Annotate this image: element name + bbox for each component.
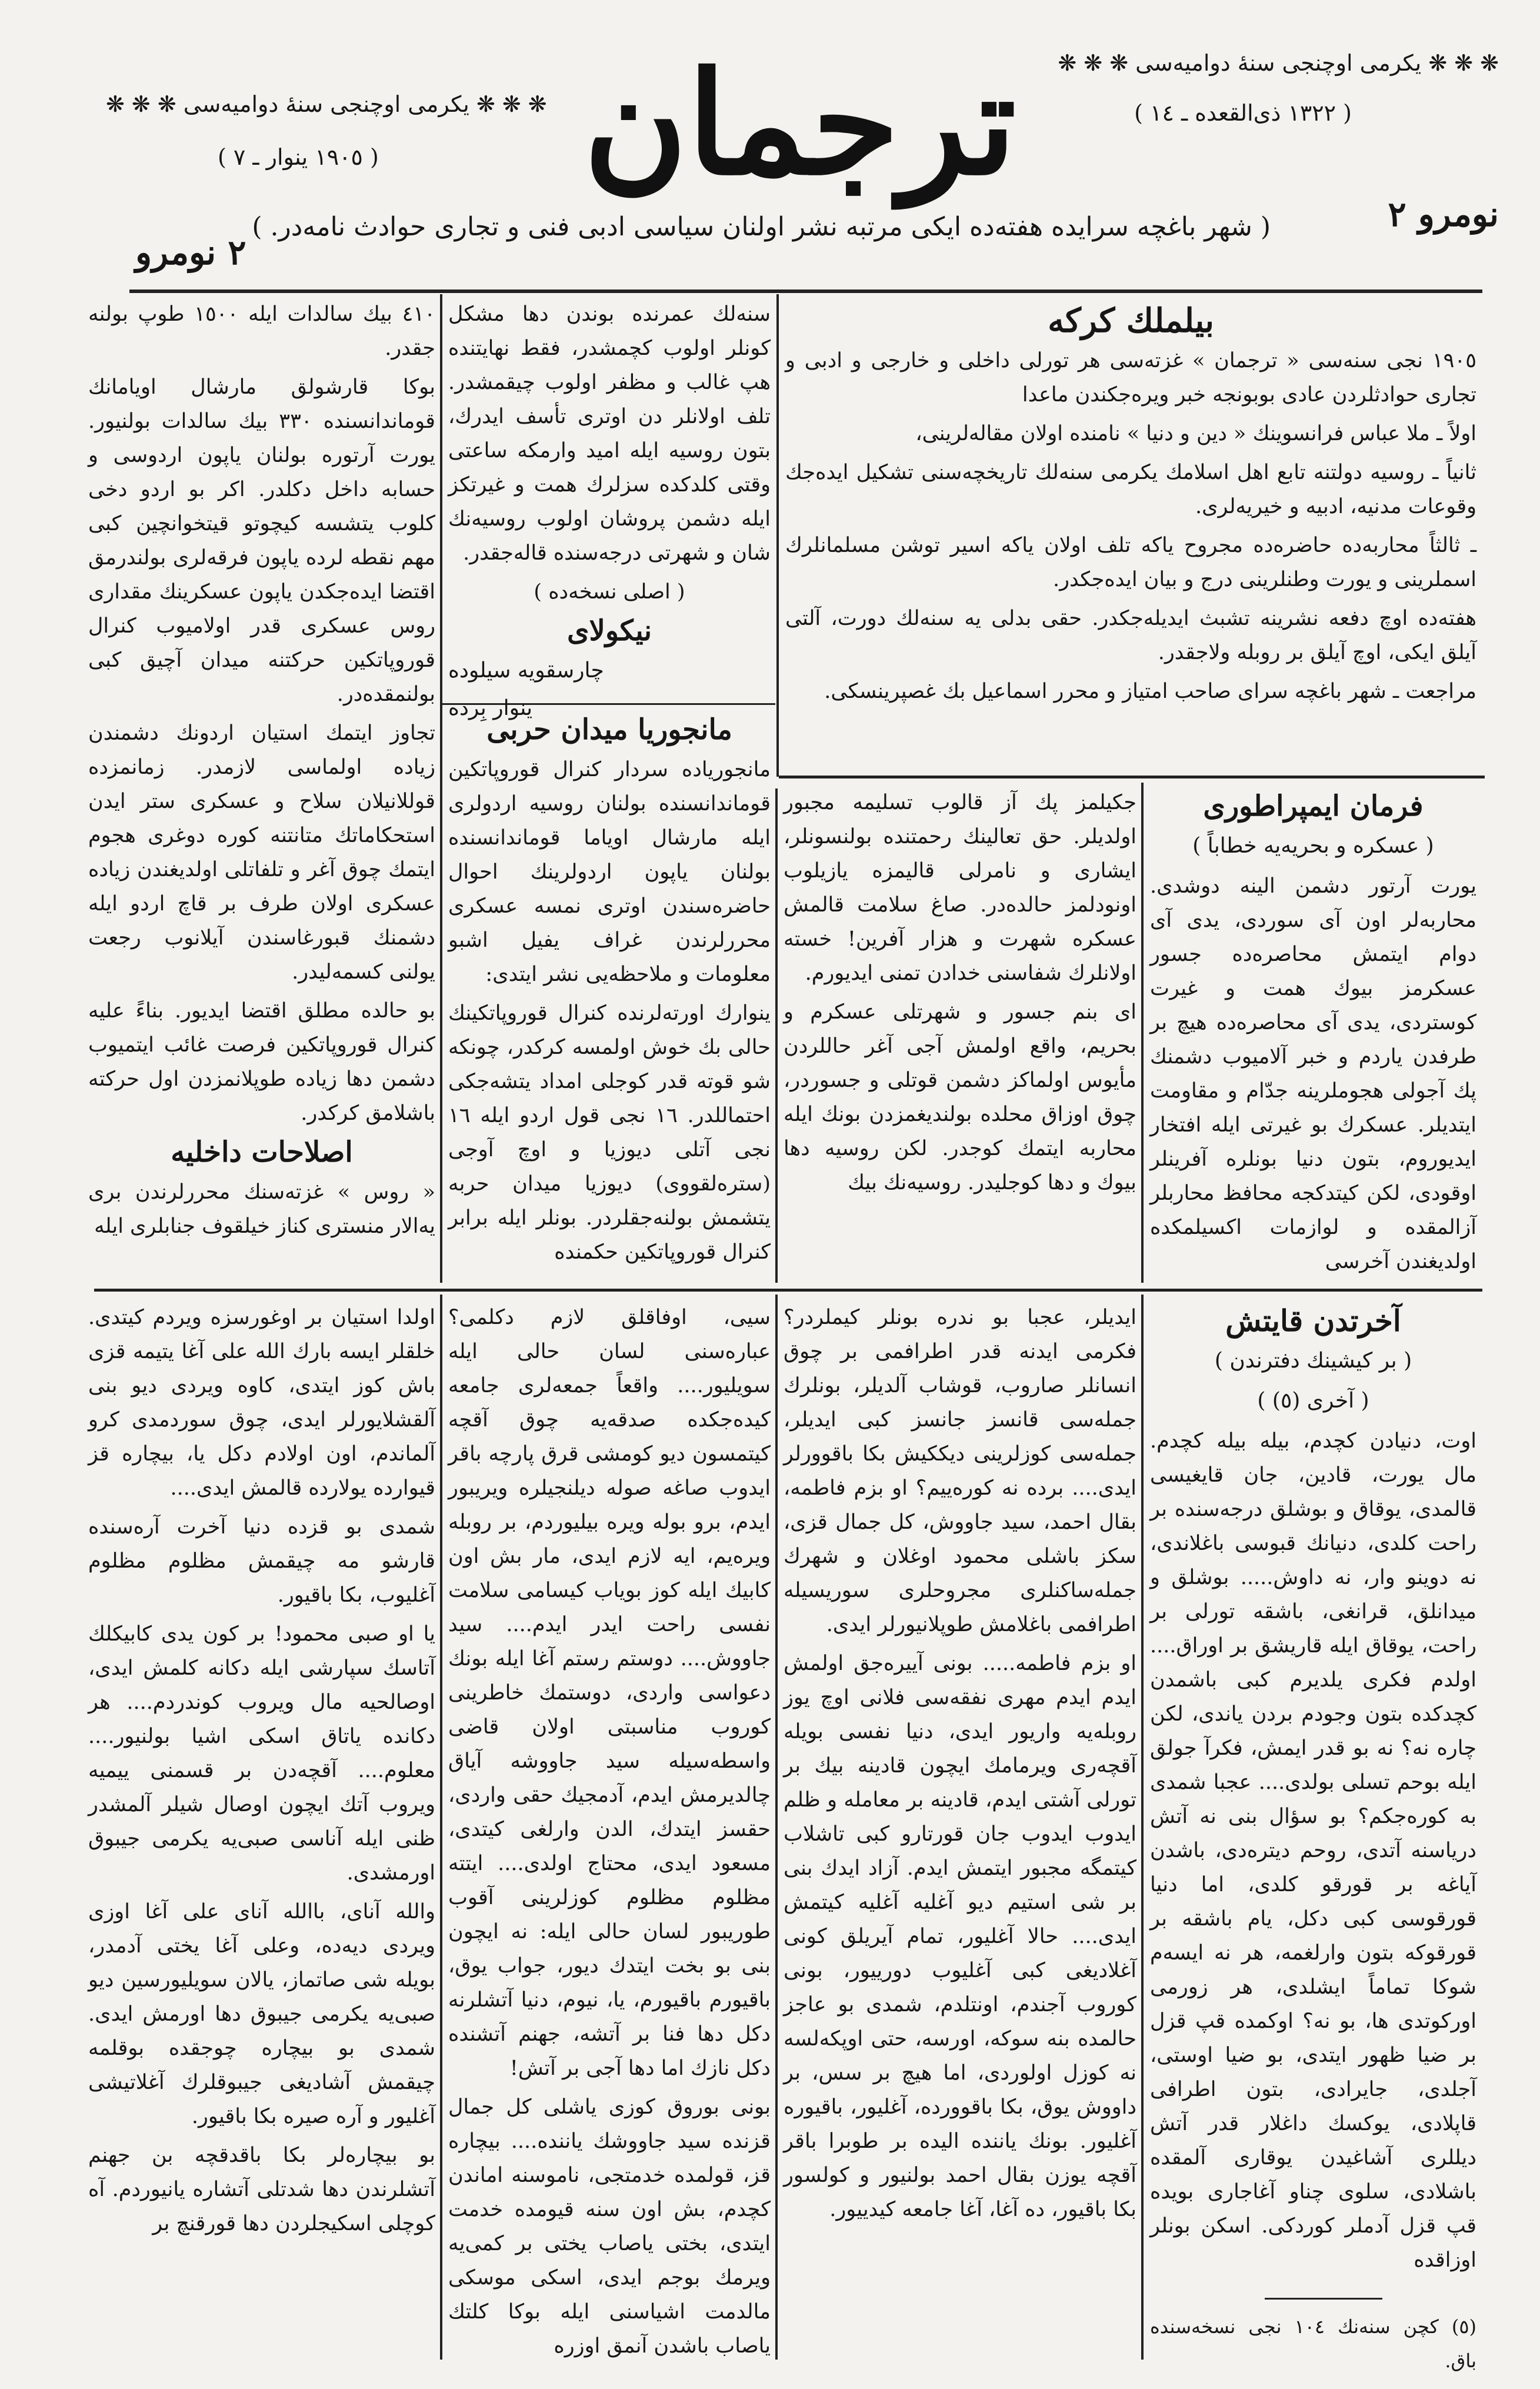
article-decree-continuation: [784, 786, 1136, 1283]
signature-place: چارسقویه سیلوده: [448, 658, 604, 683]
column-divider: [775, 1295, 778, 2360]
paragraph: ـ ثالثاً محاربه‌ده حاضره‌ده مجروح یاكه تلف اولان یاكه اسیر توشن مسلمانلرك اسملرینی و یورت وطنلرینی درج و بیان ایده‌جكدر.: [785, 534, 1476, 591]
paragraph: یورت آرتور دشمن الینه دوشدی. محاربه‌لر اون آی سوردی، یدی آی دوام ایتمش محاصره‌ده جسور عسكرمز بیوك همت و غیرت كوستردی، یدی آی محاصره‌ده هیچ بر طرفدن یاردم و خبر آلامیوب دشمنك پك آجولی هجوملرینه جدّام و مقاومت ایتدیلر. عسكرك بو غیرتی ایله افتخار ایدیوروم، بتون دنیا بونلره آفرینلر اوقودی، لكن كیتدكجه محافظ محاربلر آزالمقده و لوازمات اكسیلمكده اولدیغندن آخرسی: [1150, 874, 1476, 1273]
paragraph: مانجوریاده سردار كنرال قوروپاتكین قوماندانسنده بولنان روسیه اردولری ایله مارشال اویاما قوماندانسنده بولنان یاپون اردولرینك احوال حاضره‌سندن اوتری نمسه عسكری محررلرندن غراف یفیل اشبو معلومات و ملاحظه‌یی نشر ایتدی:: [448, 758, 771, 986]
header-date-left: ( ١٩٠٥ ینوار ـ ٧ ): [218, 144, 379, 170]
paragraph: اوت، دنیادن كچدم، بیله بیله كچدم. مال یورت، قادین، جان قایغیسی قالمدی، یوقاق و بوشلق درجه‌سنده بر راحت كلدی، دنیانك قبوسی باغلاندی، نه دوینو وار، نه داوش..... بوشلق و میدانلق، قرانغی، باشقه تورلی بر راحت، یوقاق ایله قاریشق بر اوراق.... اولدم فكری یلدیرم كبی باشمدن كچدكده بتون وجودم بردن یاندی، لكن چاره نه؟ نه بو قدر ایمش، فكرآ جولق ایله بوحم تسلی بولدی.... عجبا شمدی به كوره‌جكم؟ بو سؤال بنی نه آتش دریاسنه آتدی، روحم دیترەدی، باشدن آیاغه بر قورقو كلدی، اما دنیا قورقوسی كبی دكل، یام باشقه بر قورقوكه بتون وارلغمه، هر نه ایسه‌م شوكا تماماً ایشلدی، هر زورمی اوركوتدی ها، بو نه؟ اوكمده قپ قزل بر ضیا ظهور ایتدی، بو ضیا اوستی، آجلدی، جایرادی، بتون اطرافی قاپلادی، یوكسك داغلار قدر آتش دیللری آشاغیدن یوقاری آلمقده باشلادی، سلوی چناو آغاجاری بویده قپ قزل آدملر كوردكی. اسكن بونلر اوزاقده: [1150, 1429, 1476, 2272]
paragraph: ١٩٠٥ نجی سنه‌سی « ترجمان » غزته‌سی هر تورلی داخلی و خارجی و ادبی و تجاری حوادثلردن عادی بوبونجه خبر ویره‌جكندن ماعدا: [785, 349, 1476, 407]
article-title: بیلملك كركه: [1048, 301, 1214, 340]
article-left-column: [88, 297, 435, 1283]
header-year-right-text: یكرمی اوچنجی سنهٔ دوامیه‌سی: [1135, 50, 1422, 76]
section-divider: [779, 776, 1485, 778]
article-return-from-afterlife: [1150, 1300, 1476, 2372]
article-imperial-decree: [1150, 786, 1476, 1283]
original-note: ( اصلی نسخه‌ده ): [534, 580, 685, 604]
masthead-divider: [129, 290, 1482, 293]
paragraph: او بزم فاطمه..... بونی آییره‌جق اولمش ایدم ایدم مهری نفقه‌سی فلانی اوچ یوز روبله‌یه واریور ایدی، دنیا نفسی بویله آقچه‌ری ویرمامك ایچون قادینه بیك بر تورلی آشتی ایدم، قادینه بر معامله و ظلم ایدوب ایدوب جان قورتارو كبی تاشلاب كیتمگه مجبور ایتمش ایدم. آزاد ایدك بنی بر شی استیم دیو آغلیه آغلیه كیتمش ایدی.... حالا آغلیور، تمام آیریلق كونی آغلادیغی كبی آغلیوب دورییور، بونی كوروب آجندم، اونتلدم، شمدی بو عاجز حالمده بنه سوكە، اورسه، حتی اوپكه‌لسه نه كوزل اولوردی، اما هیچ بر سس، بر داووش یوق، بكا باقوورده، آغلیور، باقیوره آغلیور. بونك یاننده الیده بر طوبرا باقر آقچه یوزن بقال احمد بولنیور و كولسور بكا باقیور، ده آغا، آغا جامعه كیدییور.: [784, 1652, 1136, 2221]
article-title: فرمان ایمپراطوری: [1203, 790, 1424, 823]
paragraph: تجاوز ایتمك استیان اردونك دشمندن زیاده اولماسی لازمدر. زمانمزده قوللانیلان سلاح و عسكری ستر ایدن استحكاماتك متانتنه كوره دوغری هجوم ایتمك چوق آغر و تلفاتلی اولدیغندن زیاده عسكری اولان طرف بر قاچ اردو ایله دشمنك قبورغاسندن آیلانوب رجعت یولنی كسمه‌لیدر.: [88, 721, 435, 984]
header-date-right: ( ١٣٢٢ ذی‌القعده ـ ١٤ ): [1134, 100, 1352, 126]
paragraph: بو حالده مطلق اقتضا ایدیور. بناءً علیه كنرال قوروپاتكین فرصت غائب ایتمیوب دشمن دها زیاده طوپلانمزدن اول حركته باشلامق كركدر.: [88, 999, 435, 1125]
footnote: (٥) كچن سنه‌نك ١٠٤ نجی نسخه‌سنده باق.: [1150, 2315, 1476, 2372]
header-year-right: [1058, 50, 1499, 76]
article-bottom-column-4: [88, 1300, 435, 2360]
header-year-left-text: یكرمی اوچنجی سنهٔ دوامیه‌سی: [183, 91, 469, 117]
paragraph: مراجعت ـ شهر باغچه سرای صاحب امتیاز و محرر اسماعیل بك غصپرینسكی.: [824, 680, 1476, 703]
article-part: ( آخری (٥) ): [1257, 1389, 1369, 1413]
paragraph: بونی بوروق كوزی یاشلی كل جمال قزنده سید جاووشك یاننده.... بیچاره قز، قولمده خدمتجی، ناموسنه اماندن كچدم، بش اون سنه قیومده خدمت ایتدی، بختی یاصاب یختی بر كمی‌یه ویرمك بوجم ایدی، اسكی موسكی مالدمت اشیاسنی ایله بوكا كلتك یاصاب باشدن آنمق اوزره: [448, 2095, 771, 2358]
article-manchuria: [448, 709, 771, 1283]
paragraph: هفته‌ده اوچ دفعه نشرینه تشبث ایدیله‌جكدر. حقی بدلی یه سنه‌لك دورت، آلتی آیلق ایكی، اوچ آیلق بر روبله ‌ولاجقدر.: [785, 607, 1476, 664]
column-divider: [776, 294, 779, 777]
paragraph: سنه‌لك عمرنده بوندن دها مشكل كونلر اولوب كچمشدر، فقط نهایتنده هپ غالب و مظفر اولوب چیقمشدر. تلف اولانلر دن اوتری تأسف ایدرك، بتون روسیه ایله امید وارمكه ساعتی وقتی كلدكده سزلرك همت و غیرتكز ایله دشمن پروشان اولوب روسیه‌نك شان و شهرتی درجه‌سنده قالەجقدر.: [448, 302, 771, 565]
column-divider: [775, 788, 778, 1283]
article-title: اصلاحات داخلیه: [171, 1136, 353, 1169]
article-bottom-column-2: [784, 1300, 1136, 2360]
paragraph: شمدی بو قزده دنیا آخرت آرەسنده قارشو مه چیقمش مظلوم مظلوم آغلیوب، بكا باقیور.: [88, 1515, 435, 1607]
article-title: آخرتدن قایتش: [1225, 1303, 1401, 1338]
paragraph: اولدا استیان بر اوغورسزه ویردم كیتدی. خلقلر ایسه بارك الله علی آغا یتیمه قزی باش كوز ایتدی، كاوه ویردی دیو بنی آلقشلایورلر ایدی، چوق سوردمدی كرو آلماندم، اون اولادم دكل یا، بیچاره قز قیوارده یولارده قالمش ایدی....: [88, 1306, 435, 1500]
newspaper-logo: ترجمان: [584, 41, 1016, 207]
column-divider: [1141, 1295, 1144, 2360]
paragraph: ٤١٠ بیك سالدات ایله ١٥٠٠ طوپ بولنه جقدر.: [88, 302, 435, 360]
paragraph: ینوارك اورتەلرنده كنرال قوروپاتكینك حالی بك خوش اولمسه كركدر، چونكه شو قوته قدر كوجلی امداد یتشه‌جكی احتماللدر. ١٦ نجی قول اردو ایله ١٦ نجی آتلی دیوزیا و اوچ آوجی (سترەلقووی) دیوزیا میدان حربه یتشمش بولنه‌جقلردر. بونلر ایله برابر كنرال قوروپاتكین حكمنده: [448, 1001, 771, 1264]
paragraph: والله آنای، باالله آناى علی آغا اوزی ویردی دیه‌ده، وعلی آغا یختی آدمدر، بویله شی صاتماز، یالان سویلیورسین دیو صبی‌یه یكرمی جیبوق دها اورمش ایدی. شمدی بو بیچاره چوجقده بوقلمه چیقمش آشادیغی جیبوقلرك آغلاتیشی آغلیور و آره صیره بكا باقیور.: [88, 1900, 435, 2128]
footnote-rule: [1265, 2298, 1382, 2300]
paragraph: ایدیلر، عجبا بو ندره بونلر كیملردر؟ فكرمی ایدنه قدر اطرافمی بر چوق انسانلر صاروب، قوشاب آلدیلر، بونلرك جمله‌سی قانسز جانسز كبی ایدیلر، جمله‌سی كوزلرینی دیككیش بكا باقوورلر ایدی.... برده نه كوره‌ییم؟ او بزم فاطمه، بقال احمد، سید جاووش، كل جمال قزی، سكز باشلی محمود اوغلان و شهرك جمله‌ساكنلری مجروحلری سوریسیله اطرافمی باغلامش طوپلانیورلر ایدی.: [784, 1306, 1136, 1636]
column-divider: [440, 1295, 442, 2360]
paragraph: بوكا قارشولق مارشال اویامانك قوماندانسنده ٣٣٠ بیك سالدات بولنیور. یورت آرتوره بولنان یاپون اردوسی و حسابه داخل دكلدر. اكر بو اردو دخی كلوب یتشسه كیچوتو قیتخوانچین كبی مهم نقطه لرده یاپون فرقه‌لری بولندرمق اقتضا ایده‌جكدن یاپون عسكرینك مقداری روس عسكری قدر اولامیوب كنرال قوروپاتكین حركتنه میدان آچیق كبی بولنمقده‌در.: [88, 375, 436, 706]
column-divider: [440, 294, 442, 1283]
section-divider: [94, 1289, 1482, 1292]
signature-date: ینوار بِرده: [448, 696, 533, 720]
paragraph: ای بنم جسور و شهرتلی عسكرم و بحریم، واقع اولمش آجی آغر حاللردن مأیوس اولماكز دشمن قوتلی و جسوردر، چوق اوزاق محلده بولندیغمزدن بونك ایله محاربه ایتمك كوجدر. لكن روسیه دها بیوك و دها كوجلیدر. روسیەنك بیك: [784, 1000, 1136, 1194]
article-subtitle: ( عسكره و بحریه‌یه خطاباً ): [1192, 834, 1434, 858]
issue-number-right: نومرو ٢: [1388, 194, 1499, 234]
paragraph: « روس » غزته‌سنك محررلرندن بری یه‌الار منستری كناز خیلقوف جنابلری ایله: [88, 1180, 435, 1238]
paragraph: بو بیچاره‌لر بكا باقدقچه بن جهنم آتشلرندن دها شدتلی آتشاره یانیوردم. آه كوچلی اسكیجلردن دها قورقنچ بر: [88, 2144, 435, 2235]
paragraph: ثانیاً ـ روسیه دولتنه تابع اهل اسلامك یكرمی سنه‌لك تاریخچه‌سنی تشكیل ایده‌جك وقوعات مدنیه، ادبیه و خیریه‌لری.: [785, 461, 1476, 518]
signature-name: نیكولای: [566, 614, 652, 647]
article-bottom-column-3: [448, 1300, 771, 2360]
paragraph: سیی، اوفاقلق لازم دكلمی؟ عبارەسنی لسان حالی ایله سویلیور.... واقعاً جمعه‌لری جامعه كیده‌جكده صدقه‌یه چوق آقچه كیتمسون دیو كومشی قرق پارچه باقر ایدوب صاغه صوله دیلنجیلره ویریبور ایدم، برو بوله ویره بیلیوردم، بر روبله ویره‌یم، ایه لازم ایدی، مار بش اون كابیك ایله كوز بویاب كیسامی سلامت نفسی راحت ایدر ایدم.... سید جاووش.... دوستم رستم آغا ایله بونك دعواسی واردی، دوستمك خاطرینی كوروب مناسبتی اولان قاضی واسطه‌سیله سید جاووشه آیاق چالدیرمش ایدم، آدمجیك حقی واردی، حقسز ایتدك، الدن وارلغی كیتدی، مسعود ایدی، محتاج اولدی.... ایتته مظلوم مظلوم كوزلرینی آقوب طوریبور لسان حالی ایله: نه ایچون بنی بو بخت ایتدك دیور، جواب یوق، باقیورم باقیورم، یا، نیوم، دنیا آتشلرنه دكل دها فنا بر آتشه، جهنم آتشنده دكل نازك اما دها آجی بر آتش!: [448, 1306, 771, 2080]
article-bilmek-kerek: [785, 300, 1476, 771]
paragraph: جكیلمز پك آز قالوب تسلیمه مجبور اولدیلر. حق تعالینك رحمتنده بولنسونلر، ایشاری و نامرلی قالیمزه یازیلوب اونودلمز حالده‌در. صاغ سلامت قالمش عسكره شهرت و هزار آفرین! خسته اولانلرك شفاسنی خدادن تمنی ایدیورم.: [784, 791, 1136, 985]
paragraph: یا او صبی محمود! بر كون یدی كابیكلك آتاسك سپارشی ایله دكانه كلمش ایدی، اوصالحیه مال ویروب كوندردم.... هر دكانده یاتاق اسكی اشیا بولنیور.... معلوم.... آقچه‌دن بر قسمنی ییمیه ویروب آتك ایچون اوصال شیلر آلمشدر ظنی ایله آناسی صبی‌یه یكرمی جیبوق اورمشدی.: [88, 1622, 435, 1885]
article-continuation: [448, 297, 771, 720]
column-divider: [1141, 783, 1144, 1283]
article-title: مانجوریا میدان حربی: [486, 713, 732, 746]
ornament-icon: ❋ ❋ ❋: [1058, 50, 1129, 76]
header-year-left: [106, 91, 547, 117]
ornament-icon: ❋ ❋ ❋: [106, 91, 176, 117]
issue-number-left: ٢ نومرو: [135, 232, 246, 272]
masthead-subtitle: ( شهر باغچه سرایده هفته‌ده ایكی مرتبه نشر اولنان سیاسی ادبی فنی و تجاری حوادث نامه‌در. ): [252, 212, 1271, 242]
ornament-icon: ❋ ❋ ❋: [476, 91, 547, 117]
ornament-icon: ❋ ❋ ❋: [1428, 50, 1499, 76]
article-subtitle: ( بر كیشینك دفترندن ): [1214, 1349, 1412, 1373]
paragraph: اولاً ـ ملا عباس فرانسوینك « دین و دنیا » نامنده اولان مقاله‌لرینی،: [915, 422, 1476, 445]
